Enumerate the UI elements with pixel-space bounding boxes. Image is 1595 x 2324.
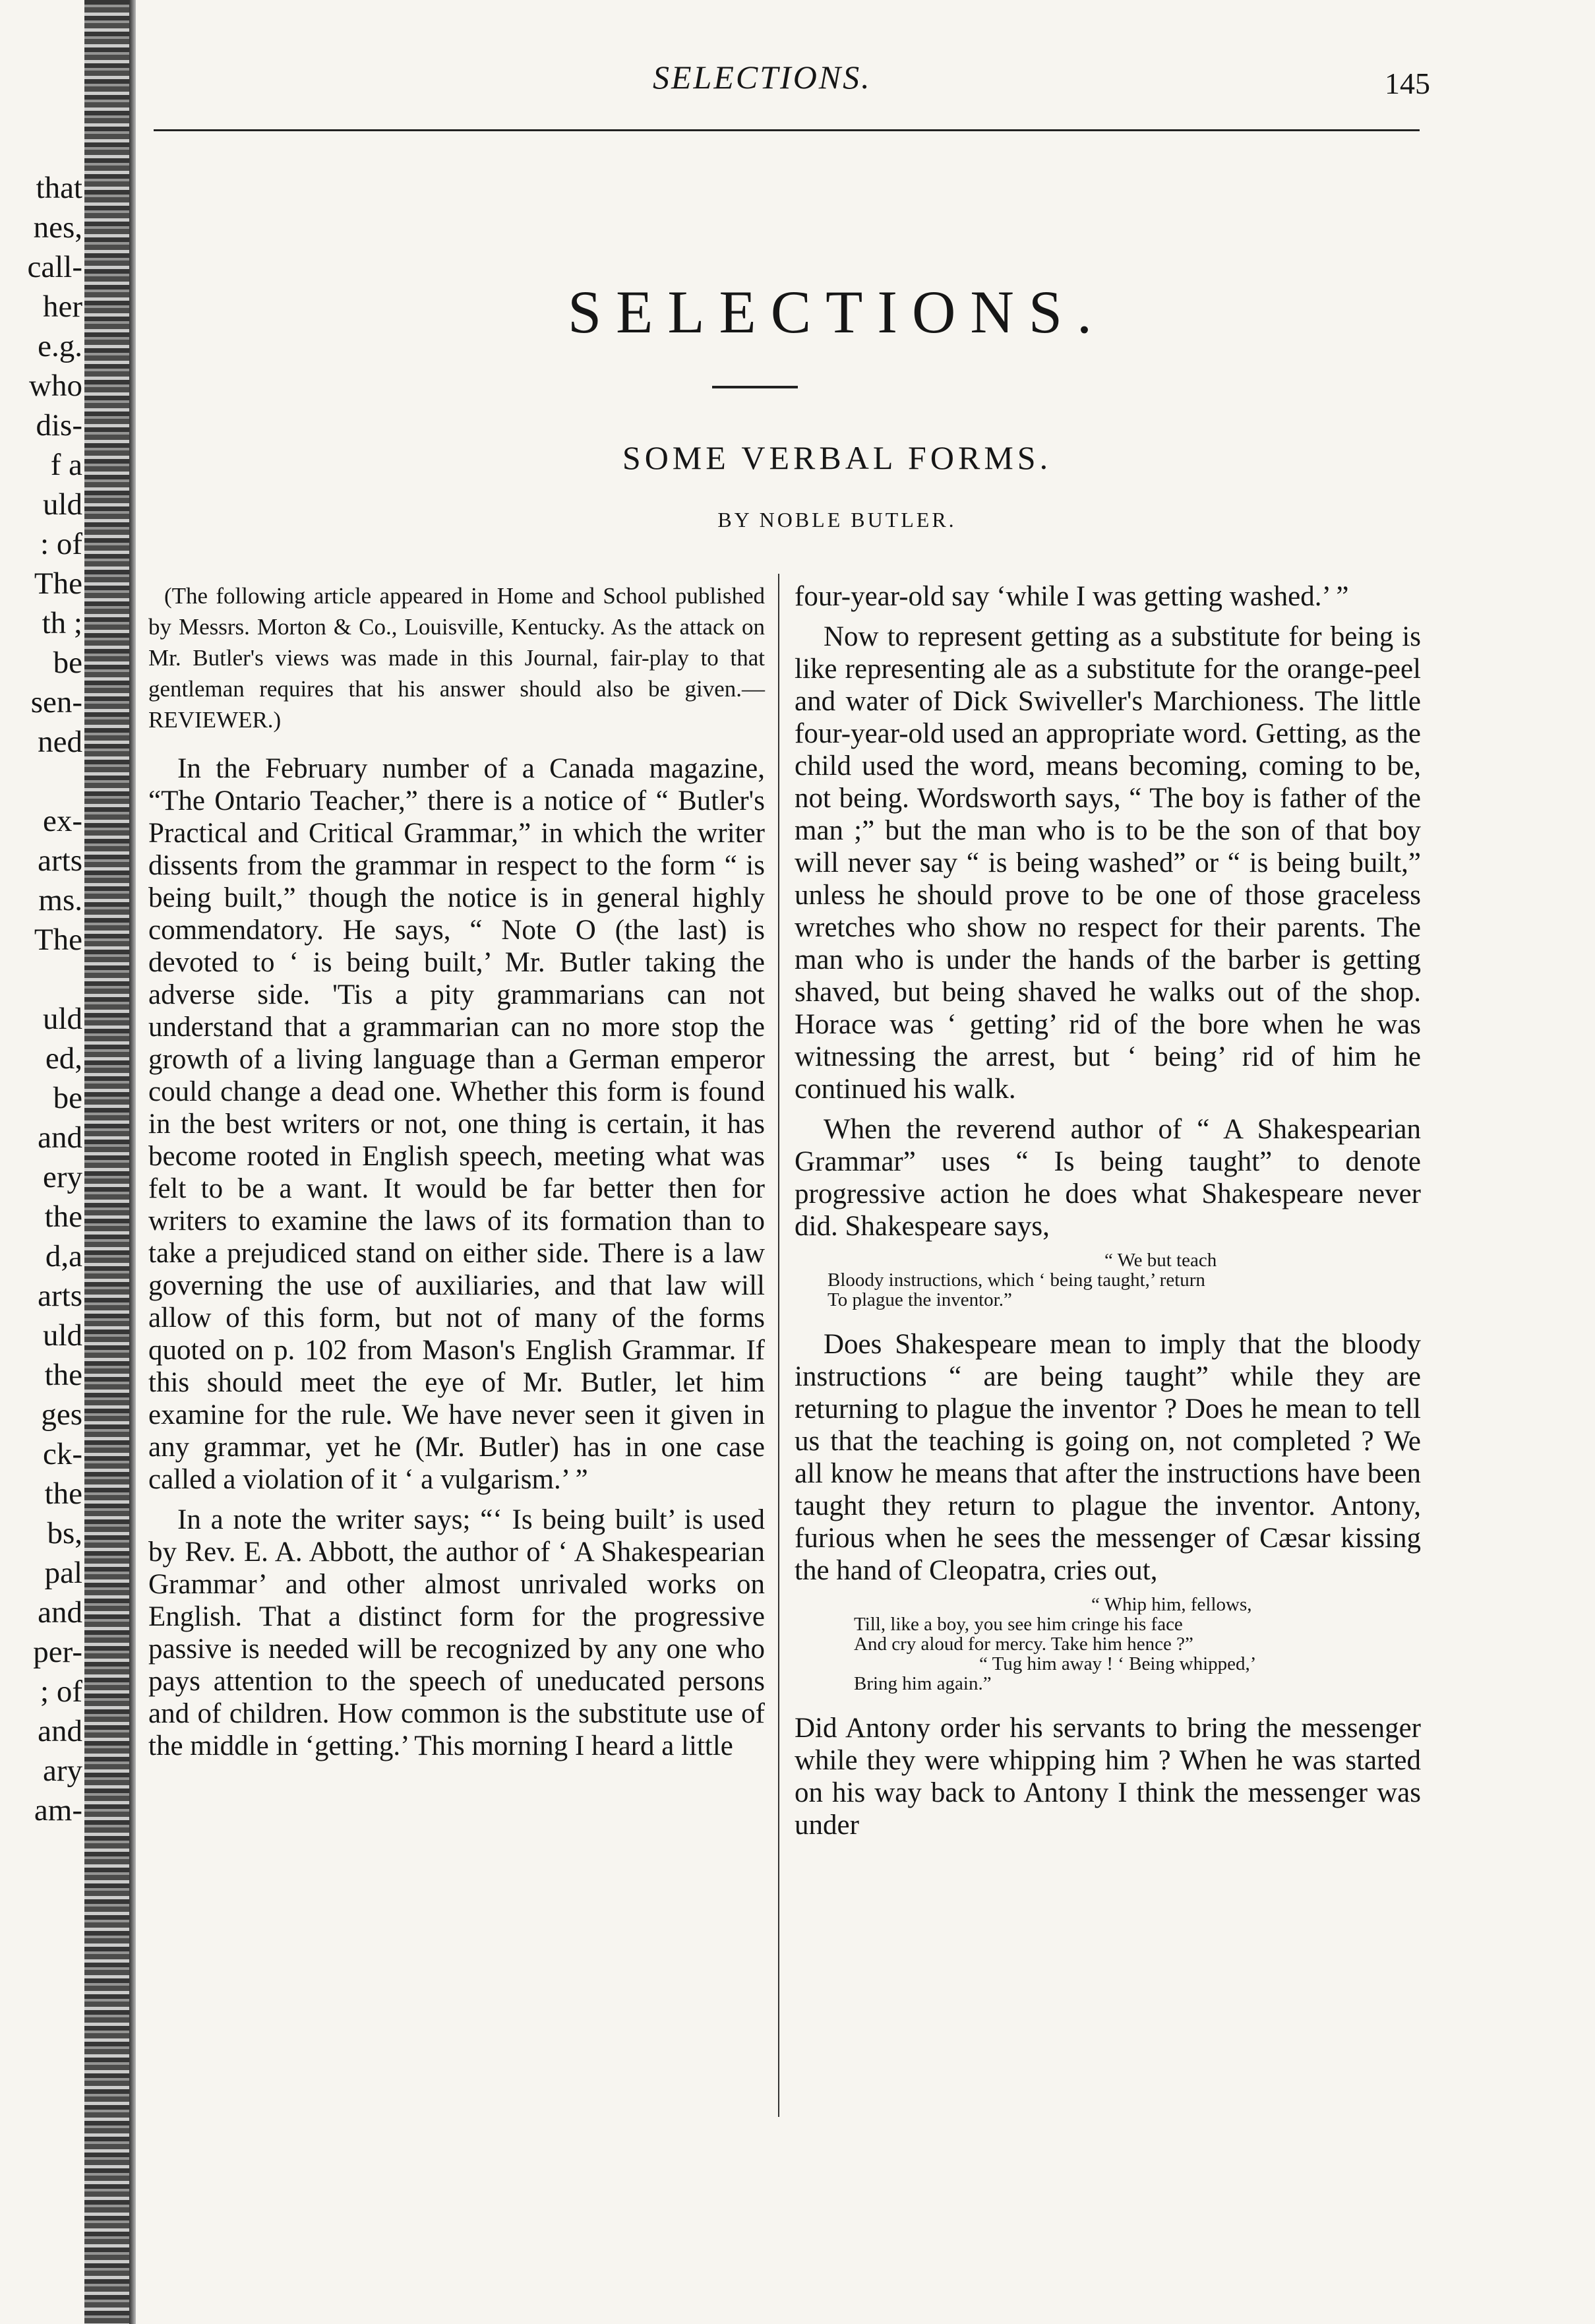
facing-text-fragment: ; of <box>40 1674 82 1709</box>
article-title: SOME VERBAL FORMS. <box>622 439 1052 476</box>
facing-text-fragment: arts <box>38 1279 82 1313</box>
right-column <box>795 580 1421 1849</box>
paragraph: When the reverend author of “ A Shakespearian Grammar” uses “ Is being taught” to denote progressive action he does what Shakespeare never did. Shakespeare says, <box>795 1114 1421 1242</box>
facing-text-fragment: per- <box>33 1635 82 1669</box>
facing-text-fragment: The <box>34 566 82 601</box>
column-divider <box>778 574 779 2117</box>
facing-text-fragment: ery <box>42 1160 82 1194</box>
paragraph: Does Shakespeare mean to imply that the bloody instructions “ are being taught” while they are returning to plague the inventor ? Does he mean to tell us that the teaching is going on, not completed ? We all know he means that after the instructions have been taught they return to plague the inventor. Antony, furious when he sees the messenger of Cæsar kissing the hand of Cleopatra, cries out, <box>795 1329 1421 1586</box>
paragraph: four-year-old say ‘while I was getting washed.’ ” <box>795 581 1349 612</box>
facing-text-fragment: her <box>42 290 82 324</box>
quote-line: Bloody instructions, which ‘ being taught,’ return <box>828 1269 1205 1291</box>
facing-text-fragment: the <box>44 1200 82 1234</box>
binding-edge <box>129 0 136 2324</box>
facing-text-fragment: call- <box>27 250 82 284</box>
facing-text-fragment: arts <box>38 843 82 878</box>
facing-text-fragment: be <box>53 1081 82 1115</box>
facing-text-fragment: ges <box>41 1397 82 1432</box>
paragraph: In a note the writer says; “‘ Is being built’ is used by Rev. E. A. Abbott, the author of ‘ A Shakespearian Grammar’ and other almost unrivaled works on English. That a distinct form for the progressive passive is needed will be recognized by any one who pays attention to the speech of uneducated persons and of children. How common is the substitute use of the middle in ‘getting.’ This morning I heard a little <box>148 1504 765 1761</box>
facing-text-fragment: ary <box>42 1754 82 1788</box>
facing-text-fragment: ex- <box>42 804 82 838</box>
facing-text-fragment: nes, <box>33 210 82 245</box>
quote-line: “ Tug him away ! ‘ Being whipped,’ <box>979 1653 1257 1674</box>
facing-text-fragment: ck- <box>42 1437 82 1471</box>
article-byline: BY NOBLE BUTLER. <box>717 508 957 532</box>
facing-text-fragment: and <box>38 1714 82 1748</box>
facing-text-fragment: ned <box>38 725 82 759</box>
quote-line: “ We but teach <box>1104 1250 1217 1271</box>
left-column <box>148 580 765 1770</box>
shakespeare-quote <box>795 1250 1421 1310</box>
editor-note: (The following article appeared in Home and School published by Messrs. Morton & Co., Louisville, Kentucky. As the attack on Mr. Butler's views was made in this Journal, fair-play to that gentleman requires that his answer should also be given.—REVIEWER.) <box>148 583 765 733</box>
facing-text-fragment: d,a <box>45 1239 82 1273</box>
title-rule <box>712 386 798 388</box>
facing-text-fragment: be <box>53 646 82 680</box>
facing-text-fragment: am- <box>34 1793 82 1827</box>
facing-text-fragment: bs, <box>47 1516 82 1550</box>
book-binding <box>84 0 131 2324</box>
paragraph: Did Antony order his servants to bring the messenger while they were whipping him ? When he was started on his way back to Antony I think the messenger was under <box>795 1713 1421 1841</box>
quote-line: Till, like a boy, you see him cringe his face <box>854 1614 1183 1635</box>
quote-line: “ Whip him, fellows, <box>1091 1594 1252 1615</box>
facing-text-fragment: The <box>34 923 82 957</box>
facing-page-fragment <box>0 168 82 1830</box>
paragraph: Now to represent getting as a substitute for being is like representing ale as a substitute for the orange-peel and water of Dick Swiveller's Marchioness. The little four-year-old used an appropriate word. Getting, as the child used the word, means becoming, coming to be, not being. Wordsworth says, “ The boy is father of the man ;” but the man who is to be the son of that boy will never say “ is being washed” or “ is being built,” unless he should prove to be one of those graceless wretches who show no respect for their parents. The man who is under the hands of the barber is getting shaved, but being shaved he walks out of the shop. Horace was ‘ getting’ rid of the bore when he was witnessing the arrest, but ‘ being’ rid of him he continued his walk. <box>795 621 1421 1105</box>
facing-text-fragment: ms. <box>38 883 82 917</box>
facing-text-fragment: the <box>44 1477 82 1511</box>
facing-text-fragment: th ; <box>42 606 82 640</box>
facing-text-fragment: sen- <box>30 685 82 719</box>
section-title: SELECTIONS. <box>568 278 1106 346</box>
facing-text-fragment: : of <box>40 527 82 561</box>
facing-text-fragment: who <box>29 369 82 403</box>
facing-text-fragment: ed, <box>45 1041 82 1076</box>
facing-text-fragment: uld <box>42 1318 82 1353</box>
running-head: SELECTIONS. <box>653 59 872 96</box>
facing-text-fragment: dis- <box>36 408 82 443</box>
header-rule <box>154 129 1420 131</box>
facing-text-fragment: the <box>44 1358 82 1392</box>
facing-text-fragment: that <box>36 171 82 205</box>
facing-text-fragment: and <box>38 1595 82 1630</box>
facing-text-fragment: f a <box>50 448 82 482</box>
facing-text-fragment: e.g. <box>38 329 82 363</box>
facing-text-fragment: and <box>38 1120 82 1155</box>
facing-text-fragment: pal <box>44 1556 82 1590</box>
quote-line: And cry aloud for mercy. Take him hence ?” <box>854 1634 1193 1655</box>
page-number: 145 <box>1385 67 1430 100</box>
paragraph: In the February number of a Canada magazine, “The Ontario Teacher,” there is a notice of “ Butler's Practical and Critical Grammar,” in which the writer dissents from the grammar in respect to the form “ is being built,” though the notice is in general highly commendatory. He says, “ Note O (the last) is devoted to ‘ is being built,’ Mr. Butler taking the adverse side. 'Tis a pity grammarians can not understand that a grammarian can no more stop the growth of a living language than a German emperor could change a dead one. Whether this form is found in the best writers or not, one thing is certain, it has become rooted in English speech, meeting what was felt to be a want. It would be far better then for writers to examine the laws of its formation than to take a prejudiced stand on either side. There is a law governing the use of auxiliaries, and that law will allow of this form, but not of many of the forms quoted on p. 102 from Mason's English Grammar. If this should meet the eye of Mr. Butler, let him examine for the rule. We have never seen it given in any grammar, yet he (Mr. Butler) has in one case called a violation of it ‘ a vulgarism.’ ” <box>148 753 765 1495</box>
facing-text-fragment: uld <box>42 487 82 522</box>
facing-text-fragment: uld <box>42 1002 82 1036</box>
facing-text-fragment <box>0 960 82 999</box>
antony-quote <box>795 1595 1421 1694</box>
quote-line: Bring him again.” <box>854 1673 992 1694</box>
facing-text-fragment <box>0 762 82 801</box>
quote-line: To plague the inventor.” <box>828 1289 1012 1310</box>
